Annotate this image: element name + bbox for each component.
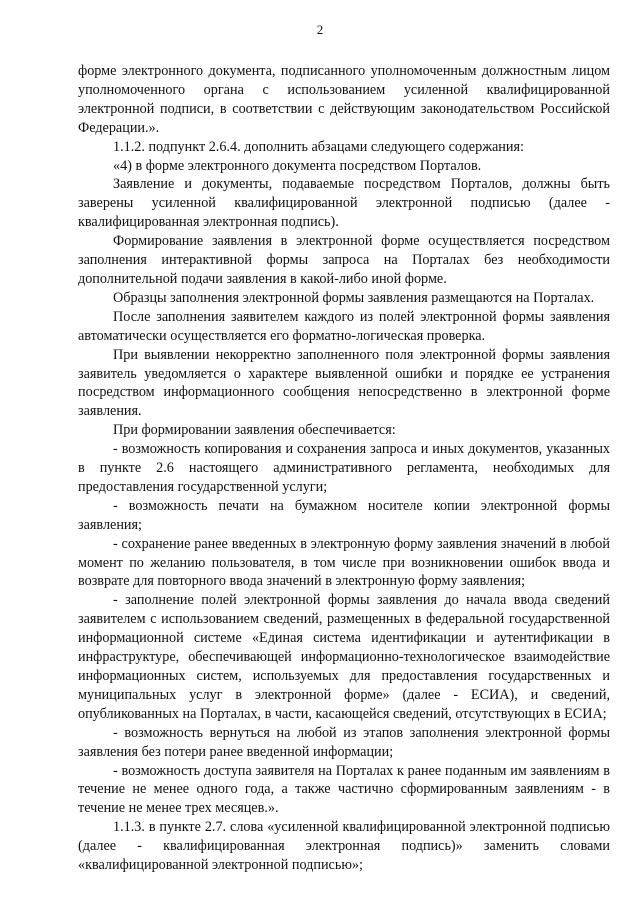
list-item: - возможность вернуться на любой из этапов заполнения электронной формы заявления без потери ранее введенной информации;: [78, 724, 610, 760]
paragraph: «4) в форме электронного документа посредством Порталов.: [113, 157, 482, 174]
paragraph: Образцы заполнения электронной формы заявления размещаются на Порталах.: [113, 289, 595, 306]
paragraph: Заявление и документы, подаваемые посредством Порталов, должны быть заверены усиленной квалифицированной электронной подписью (далее - квалифицированная электронная подпись).: [78, 176, 610, 231]
list-item: - возможность копирования и сохранения запроса и иных документов, указанных в пункте 2.6 настоящего административного регламента, необходимых для предоставления государственной услуги;: [78, 441, 610, 495]
page-number: 2: [316, 22, 324, 37]
paragraph: 1.1.3. в пункте 2.7. слова «усиленной квалифицированной электронной подписью (далее - квалифицированная электронная подпись)» заменить словами «квалифицированной электронной подписью»;: [78, 819, 610, 874]
paragraph: 1.1.2. подпункт 2.6.4. дополнить абзацами следующего содержания:: [113, 138, 524, 155]
list-item: - сохранение ранее введенных в электронную форму заявления значений в любой момент по желанию пользователя, в том числе при возникновении ошибок ввода и возврате для повторного ввода значений в электронную форму заявления;: [78, 535, 610, 590]
list-item: - возможность доступа заявителя на Порталах к ранее поданным им заявлениям в течение не менее одного года, а также частично сформированным заявлениям - в течение не менее трех месяцев.».: [78, 762, 610, 817]
paragraph: После заполнения заявителем каждого из полей электронной формы заявления автоматически осуществляется его форматно-логическая проверка.: [78, 308, 610, 344]
paragraph: Формирование заявления в электронной форме осуществляется посредством заполнения интерактивной формы запроса на Порталах без необходимости дополнительной подачи заявления в какой-либо иной форме.: [78, 233, 610, 287]
list-item: - заполнение полей электронной формы заявления до начала ввода сведений заявителем с использованием сведений, размещенных в федеральной государственной информационной системе «Единая система идентификации и аутентификации в инфраструктуре, обеспечивающей информационно-технологическое взаимодействие информационных систем, используемых для предоставления государственных и муниципальных услуг в электронной форме» (далее - ЕСИА), и сведений, опубликованных на Порталах, в части, касающейся сведений, отсутствующих в ЕСИА;: [78, 592, 610, 722]
paragraph: форме электронного документа, подписанного уполномоченным должностным лицом уполномоченного органа с использованием усиленной квалифицированной электронной подписи, в соответствии с действующим законодательством Российской Федерации.».: [78, 63, 610, 136]
paragraph: При выявлении некорректно заполненного поля электронной формы заявления заявитель уведомляется о характере выявленной ошибки и порядке ее устранения посредством информационного сообщения непосредственно в электронной форме заявления.: [78, 346, 610, 420]
document-body: [78, 62, 610, 875]
list-item: - возможность печати на бумажном носителе копии электронной формы заявления;: [78, 497, 610, 533]
paragraph: При формировании заявления обеспечивается:: [113, 422, 396, 439]
